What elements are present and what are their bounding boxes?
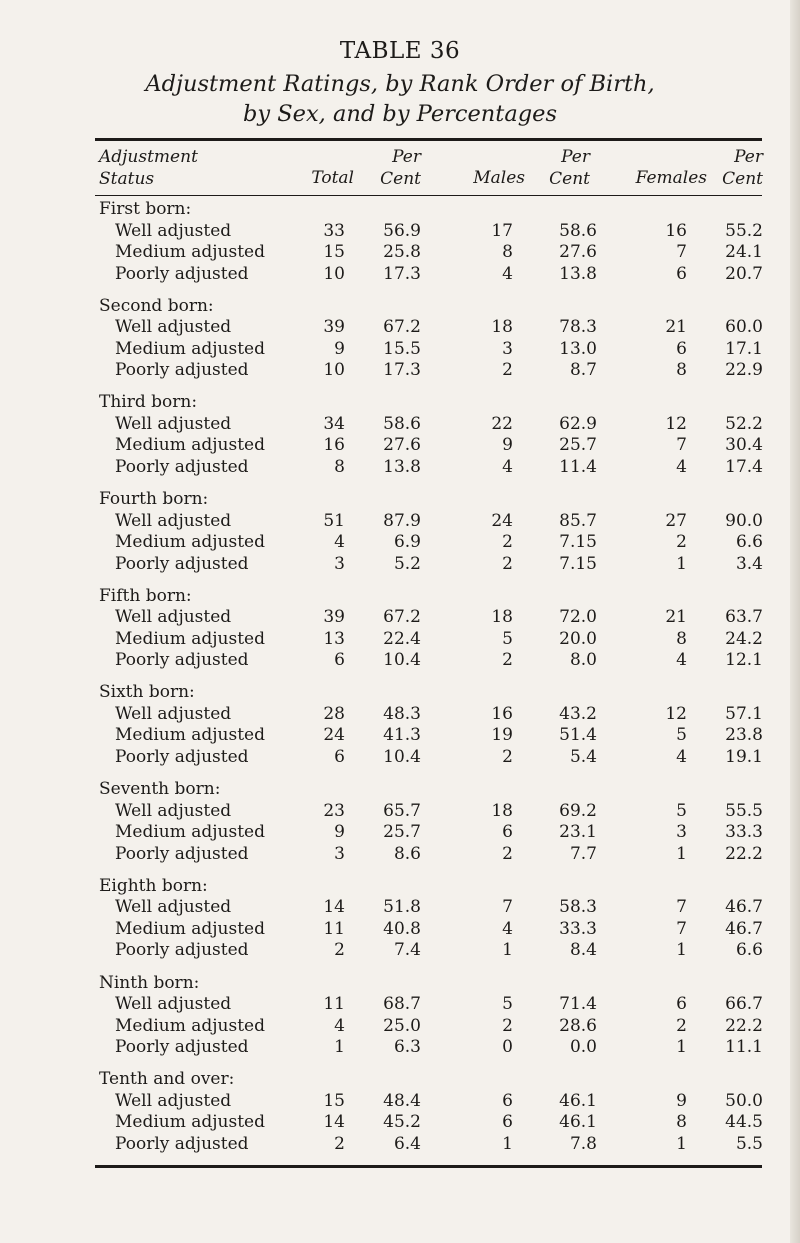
row-status-label: Medium adjusted xyxy=(115,242,265,262)
cell-females: 7 xyxy=(676,435,687,456)
cell-males: 18 xyxy=(491,317,513,338)
cell-per-cent-total: 87.9 xyxy=(383,510,421,531)
table-row xyxy=(0,940,800,962)
header-total: Total xyxy=(311,168,354,188)
cell-females: 8 xyxy=(676,360,687,381)
cell-per-cent-females: 17.1 xyxy=(725,338,763,359)
cell-per-cent-males: 78.3 xyxy=(559,317,597,338)
cell-males: 7 xyxy=(502,897,513,918)
cell-per-cent-total: 25.7 xyxy=(383,822,421,843)
cell-per-cent-females: 44.5 xyxy=(725,1112,763,1133)
table-row xyxy=(0,919,800,941)
table-row xyxy=(0,607,800,629)
cell-per-cent-total: 51.8 xyxy=(383,897,421,918)
table-row xyxy=(0,801,800,823)
cell-total: 51 xyxy=(323,510,345,531)
cell-per-cent-males: 7.15 xyxy=(559,532,597,553)
cell-total: 33 xyxy=(323,220,345,241)
group-label: Third born: xyxy=(99,392,198,413)
cell-males: 2 xyxy=(502,1015,513,1036)
cell-per-cent-males: 33.3 xyxy=(559,918,597,939)
birth-order-group xyxy=(0,199,800,296)
birth-order-group xyxy=(0,1069,800,1166)
cell-males: 3 xyxy=(502,338,513,359)
cell-females: 6 xyxy=(676,338,687,359)
cell-males: 5 xyxy=(502,994,513,1014)
cell-per-cent-females: 24.1 xyxy=(725,242,763,262)
group-heading-row xyxy=(0,199,800,221)
row-status-label: Well adjusted xyxy=(115,994,232,1014)
cell-per-cent-males: 27.6 xyxy=(559,242,597,262)
group-heading-row xyxy=(0,876,800,898)
table-row xyxy=(0,360,800,382)
header-per-cent-females: Per Cent xyxy=(722,147,763,189)
header-per-cent-males: Per Cent xyxy=(549,147,590,189)
cell-per-cent-females: 12.1 xyxy=(725,650,763,671)
cell-per-cent-total: 8.6 xyxy=(393,843,421,864)
group-heading-row xyxy=(0,973,800,995)
cell-females: 8 xyxy=(676,1112,687,1133)
cell-per-cent-males: 46.1 xyxy=(559,1112,597,1133)
top-rule xyxy=(95,138,762,141)
table-row xyxy=(0,704,800,726)
group-heading-row xyxy=(0,296,800,318)
row-status-label: Medium adjusted xyxy=(115,435,265,456)
cell-per-cent-total: 27.6 xyxy=(383,435,421,456)
cell-per-cent-total: 17.3 xyxy=(383,360,421,381)
cell-per-cent-females: 55.2 xyxy=(725,220,763,241)
table-row xyxy=(0,897,800,919)
table-row xyxy=(0,1134,800,1156)
table-row xyxy=(0,435,800,457)
group-label: Eighth born: xyxy=(99,875,208,896)
cell-males: 0 xyxy=(502,1037,513,1057)
cell-total: 15 xyxy=(323,1090,345,1111)
birth-order-group xyxy=(0,973,800,1070)
birth-order-group xyxy=(0,489,800,586)
cell-females: 9 xyxy=(676,1090,687,1111)
cell-males: 2 xyxy=(502,532,513,553)
row-status-label: Medium adjusted xyxy=(115,1015,265,1036)
cell-per-cent-males: 8.0 xyxy=(569,650,597,671)
group-heading-row xyxy=(0,1069,800,1091)
table-title-line-2: by Sex, and by Percentages xyxy=(242,101,558,127)
cell-per-cent-total: 65.7 xyxy=(383,800,421,821)
cell-per-cent-total: 67.2 xyxy=(383,607,421,628)
cell-total: 2 xyxy=(334,940,345,961)
header-rule xyxy=(95,195,762,196)
cell-per-cent-males: 13.0 xyxy=(559,338,597,359)
cell-males: 2 xyxy=(502,553,513,574)
row-status-label: Poorly adjusted xyxy=(115,843,249,864)
row-status-label: Medium adjusted xyxy=(115,338,265,359)
row-status-label: Medium adjusted xyxy=(115,918,265,939)
row-status-label: Medium adjusted xyxy=(115,725,265,746)
cell-per-cent-females: 90.0 xyxy=(725,510,763,531)
cell-total: 14 xyxy=(323,1112,345,1133)
group-label: First born: xyxy=(99,199,192,219)
group-label: Sixth born: xyxy=(99,682,195,703)
cell-total: 1 xyxy=(334,1037,345,1057)
cell-per-cent-males: 62.9 xyxy=(559,413,597,434)
cell-females: 2 xyxy=(676,532,687,553)
cell-per-cent-males: 7.7 xyxy=(569,843,597,864)
cell-males: 17 xyxy=(491,220,513,241)
cell-females: 7 xyxy=(676,242,687,262)
cell-females: 4 xyxy=(676,650,687,671)
cell-per-cent-females: 33.3 xyxy=(725,822,763,843)
cell-females: 21 xyxy=(665,607,687,628)
cell-total: 11 xyxy=(323,918,345,939)
cell-per-cent-females: 30.4 xyxy=(725,435,763,456)
cell-males: 1 xyxy=(502,1133,513,1154)
group-label: Tenth and over: xyxy=(99,1069,235,1090)
cell-males: 4 xyxy=(502,263,513,284)
cell-per-cent-total: 17.3 xyxy=(383,263,421,284)
cell-per-cent-males: 72.0 xyxy=(559,607,597,628)
group-label: Fifth born: xyxy=(99,585,192,606)
row-status-label: Medium adjusted xyxy=(115,822,265,843)
cell-per-cent-males: 71.4 xyxy=(559,994,597,1014)
cell-males: 8 xyxy=(502,242,513,262)
cell-per-cent-total: 68.7 xyxy=(383,994,421,1014)
table-row xyxy=(0,650,800,672)
cell-per-cent-males: 23.1 xyxy=(559,822,597,843)
cell-per-cent-total: 40.8 xyxy=(383,918,421,939)
group-heading-row xyxy=(0,489,800,511)
cell-females: 4 xyxy=(676,746,687,767)
table-row xyxy=(0,511,800,533)
header-adjustment-status: Adjustment Status xyxy=(99,147,198,189)
cell-males: 9 xyxy=(502,435,513,456)
cell-per-cent-females: 19.1 xyxy=(725,746,763,767)
cell-females: 1 xyxy=(676,843,687,864)
cell-males: 4 xyxy=(502,918,513,939)
table-body xyxy=(0,199,800,1166)
row-status-label: Poorly adjusted xyxy=(115,553,249,574)
cell-per-cent-females: 17.4 xyxy=(725,456,763,477)
row-status-label: Poorly adjusted xyxy=(115,940,249,961)
cell-per-cent-total: 58.6 xyxy=(383,413,421,434)
cell-per-cent-females: 3.4 xyxy=(735,553,763,574)
cell-total: 23 xyxy=(323,800,345,821)
cell-total: 15 xyxy=(323,242,345,262)
cell-per-cent-males: 69.2 xyxy=(559,800,597,821)
cell-total: 2 xyxy=(334,1133,345,1154)
row-status-label: Well adjusted xyxy=(115,413,232,434)
cell-total: 10 xyxy=(323,360,345,381)
cell-per-cent-males: 20.0 xyxy=(559,628,597,649)
cell-per-cent-total: 6.4 xyxy=(393,1133,421,1154)
table-row xyxy=(0,822,800,844)
cell-males: 6 xyxy=(502,1090,513,1111)
cell-males: 1 xyxy=(502,940,513,961)
row-status-label: Well adjusted xyxy=(115,607,232,628)
group-heading-row xyxy=(0,682,800,704)
birth-order-group xyxy=(0,876,800,973)
table-row xyxy=(0,221,800,243)
cell-males: 6 xyxy=(502,1112,513,1133)
row-status-label: Poorly adjusted xyxy=(115,360,249,381)
cell-per-cent-total: 13.8 xyxy=(383,456,421,477)
group-label: Seventh born: xyxy=(99,779,221,800)
cell-per-cent-females: 60.0 xyxy=(725,317,763,338)
cell-total: 3 xyxy=(334,553,345,574)
cell-females: 1 xyxy=(676,1037,687,1057)
cell-per-cent-females: 5.5 xyxy=(735,1133,763,1154)
cell-males: 4 xyxy=(502,456,513,477)
cell-total: 16 xyxy=(323,435,345,456)
table-row xyxy=(0,1112,800,1134)
cell-per-cent-males: 58.3 xyxy=(559,897,597,918)
cell-per-cent-total: 48.3 xyxy=(383,703,421,724)
cell-females: 7 xyxy=(676,897,687,918)
row-status-label: Medium adjusted xyxy=(115,532,265,553)
cell-per-cent-total: 25.8 xyxy=(383,242,421,262)
row-status-label: Well adjusted xyxy=(115,897,232,918)
group-heading-row xyxy=(0,392,800,414)
cell-per-cent-total: 10.4 xyxy=(383,746,421,767)
table-row xyxy=(0,844,800,866)
bottom-rule xyxy=(95,1165,762,1168)
cell-per-cent-total: 25.0 xyxy=(383,1015,421,1036)
table-row xyxy=(0,994,800,1016)
cell-per-cent-males: 5.4 xyxy=(569,746,597,767)
cell-per-cent-males: 7.8 xyxy=(569,1133,597,1154)
cell-total: 24 xyxy=(323,725,345,746)
cell-total: 9 xyxy=(334,338,345,359)
cell-per-cent-total: 48.4 xyxy=(383,1090,421,1111)
cell-per-cent-females: 6.6 xyxy=(735,532,763,553)
cell-males: 2 xyxy=(502,650,513,671)
cell-per-cent-females: 20.7 xyxy=(725,263,763,284)
cell-per-cent-total: 15.5 xyxy=(383,338,421,359)
cell-per-cent-males: 46.1 xyxy=(559,1090,597,1111)
cell-per-cent-females: 22.9 xyxy=(725,360,763,381)
table-number: TABLE 36 xyxy=(339,38,461,64)
cell-per-cent-total: 6.9 xyxy=(393,532,421,553)
table-row xyxy=(0,629,800,651)
cell-per-cent-females: 66.7 xyxy=(725,994,763,1014)
table-title-line-1: Adjustment Ratings, by Rank Order of Birth, xyxy=(145,71,655,97)
cell-males: 22 xyxy=(491,413,513,434)
row-status-label: Medium adjusted xyxy=(115,628,265,649)
cell-per-cent-females: 55.5 xyxy=(725,800,763,821)
cell-males: 18 xyxy=(491,607,513,628)
birth-order-group xyxy=(0,779,800,876)
cell-total: 11 xyxy=(323,994,345,1014)
cell-per-cent-females: 11.1 xyxy=(725,1037,763,1057)
table-row xyxy=(0,1037,800,1059)
cell-females: 8 xyxy=(676,628,687,649)
table-row xyxy=(0,725,800,747)
table-row xyxy=(0,339,800,361)
header-males: Males xyxy=(473,168,525,188)
cell-females: 4 xyxy=(676,456,687,477)
table-row xyxy=(0,457,800,479)
cell-per-cent-total: 10.4 xyxy=(383,650,421,671)
table-row xyxy=(0,1016,800,1038)
cell-per-cent-total: 67.2 xyxy=(383,317,421,338)
row-status-label: Well adjusted xyxy=(115,317,232,338)
row-status-label: Poorly adjusted xyxy=(115,263,249,284)
table-row xyxy=(0,317,800,339)
row-status-label: Poorly adjusted xyxy=(115,1037,249,1057)
cell-per-cent-males: 7.15 xyxy=(559,553,597,574)
cell-total: 13 xyxy=(323,628,345,649)
cell-per-cent-total: 22.4 xyxy=(383,628,421,649)
cell-per-cent-males: 51.4 xyxy=(559,725,597,746)
cell-per-cent-females: 23.8 xyxy=(725,725,763,746)
cell-per-cent-total: 5.2 xyxy=(393,553,421,574)
table-row xyxy=(0,747,800,769)
cell-per-cent-females: 46.7 xyxy=(725,897,763,918)
row-status-label: Well adjusted xyxy=(115,220,232,241)
cell-per-cent-males: 25.7 xyxy=(559,435,597,456)
table-row xyxy=(0,532,800,554)
row-status-label: Poorly adjusted xyxy=(115,650,249,671)
cell-per-cent-males: 0.0 xyxy=(569,1037,597,1057)
cell-males: 5 xyxy=(502,628,513,649)
cell-males: 6 xyxy=(502,822,513,843)
cell-total: 28 xyxy=(323,703,345,724)
group-heading-row xyxy=(0,779,800,801)
table-row xyxy=(0,1091,800,1113)
cell-per-cent-males: 28.6 xyxy=(559,1015,597,1036)
row-status-label: Well adjusted xyxy=(115,510,232,531)
row-status-label: Medium adjusted xyxy=(115,1112,265,1133)
cell-per-cent-females: 57.1 xyxy=(725,703,763,724)
cell-total: 10 xyxy=(323,263,345,284)
cell-per-cent-females: 63.7 xyxy=(725,607,763,628)
cell-per-cent-males: 11.4 xyxy=(559,456,597,477)
group-label: Ninth born: xyxy=(99,972,200,993)
cell-females: 16 xyxy=(665,220,687,241)
cell-per-cent-females: 22.2 xyxy=(725,1015,763,1036)
cell-females: 21 xyxy=(665,317,687,338)
cell-total: 39 xyxy=(323,317,345,338)
cell-total: 9 xyxy=(334,822,345,843)
table-row xyxy=(0,414,800,436)
cell-per-cent-females: 46.7 xyxy=(725,918,763,939)
cell-per-cent-males: 43.2 xyxy=(559,703,597,724)
cell-per-cent-females: 52.2 xyxy=(725,413,763,434)
cell-females: 6 xyxy=(676,994,687,1014)
cell-males: 19 xyxy=(491,725,513,746)
cell-total: 4 xyxy=(334,532,345,553)
cell-males: 2 xyxy=(502,746,513,767)
cell-females: 12 xyxy=(665,703,687,724)
table-row xyxy=(0,264,800,286)
cell-per-cent-total: 41.3 xyxy=(383,725,421,746)
header-per-cent-total: Per Cent xyxy=(380,147,421,189)
cell-total: 6 xyxy=(334,746,345,767)
cell-per-cent-males: 13.8 xyxy=(559,263,597,284)
row-status-label: Poorly adjusted xyxy=(115,746,249,767)
cell-per-cent-females: 6.6 xyxy=(735,940,763,961)
cell-females: 3 xyxy=(676,822,687,843)
cell-total: 39 xyxy=(323,607,345,628)
cell-females: 2 xyxy=(676,1015,687,1036)
birth-order-group xyxy=(0,392,800,489)
cell-per-cent-males: 8.4 xyxy=(569,940,597,961)
cell-per-cent-total: 7.4 xyxy=(393,940,421,961)
cell-per-cent-males: 58.6 xyxy=(559,220,597,241)
cell-females: 6 xyxy=(676,263,687,284)
row-status-label: Well adjusted xyxy=(115,1090,232,1111)
cell-females: 27 xyxy=(665,510,687,531)
cell-per-cent-males: 85.7 xyxy=(559,510,597,531)
group-label: Second born: xyxy=(99,295,214,316)
cell-per-cent-males: 8.7 xyxy=(569,360,597,381)
cell-per-cent-females: 50.0 xyxy=(725,1090,763,1111)
cell-females: 7 xyxy=(676,918,687,939)
cell-females: 1 xyxy=(676,1133,687,1154)
cell-females: 5 xyxy=(676,800,687,821)
cell-total: 3 xyxy=(334,843,345,864)
row-status-label: Well adjusted xyxy=(115,800,232,821)
row-status-label: Well adjusted xyxy=(115,703,232,724)
group-heading-row xyxy=(0,586,800,608)
table-row xyxy=(0,554,800,576)
cell-per-cent-females: 24.2 xyxy=(725,628,763,649)
cell-total: 34 xyxy=(323,413,345,434)
cell-females: 1 xyxy=(676,940,687,961)
cell-total: 14 xyxy=(323,897,345,918)
cell-total: 8 xyxy=(334,456,345,477)
birth-order-group xyxy=(0,586,800,683)
cell-males: 24 xyxy=(491,510,513,531)
row-status-label: Poorly adjusted xyxy=(115,1133,249,1154)
cell-per-cent-total: 56.9 xyxy=(383,220,421,241)
cell-per-cent-total: 45.2 xyxy=(383,1112,421,1133)
header-females: Females xyxy=(635,168,707,188)
cell-males: 2 xyxy=(502,843,513,864)
cell-females: 12 xyxy=(665,413,687,434)
table-row xyxy=(0,242,800,264)
birth-order-group xyxy=(0,296,800,393)
group-label: Fourth born: xyxy=(99,489,209,510)
cell-per-cent-females: 22.2 xyxy=(725,843,763,864)
row-status-label: Poorly adjusted xyxy=(115,456,249,477)
cell-males: 2 xyxy=(502,360,513,381)
cell-females: 1 xyxy=(676,553,687,574)
birth-order-group xyxy=(0,682,800,779)
cell-males: 18 xyxy=(491,800,513,821)
cell-total: 4 xyxy=(334,1015,345,1036)
cell-per-cent-total: 6.3 xyxy=(393,1037,421,1057)
cell-females: 5 xyxy=(676,725,687,746)
cell-total: 6 xyxy=(334,650,345,671)
cell-males: 16 xyxy=(491,703,513,724)
